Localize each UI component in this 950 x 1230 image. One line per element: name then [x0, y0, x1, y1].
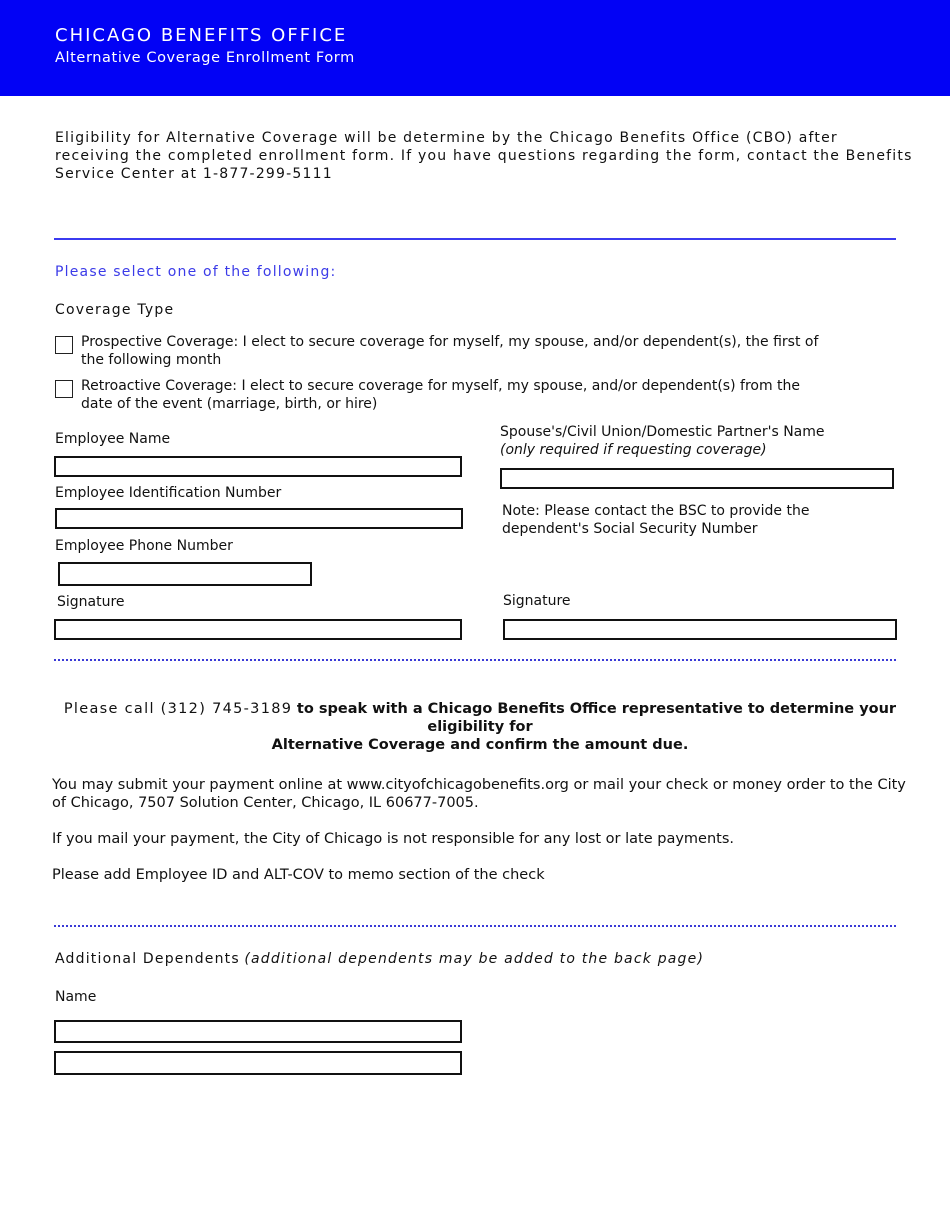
- retroactive-coverage-label: Retroactive Coverage: I elect to secure coverage for myself, my spouse, and/or dependent(s) from the date of the event (marriage, birth, or hire): [81, 378, 801, 412]
- dotted-divider-2: [54, 925, 896, 927]
- employee-name-label: Employee Name: [55, 431, 171, 447]
- retroactive-coverage-checkbox[interactable]: [55, 380, 73, 398]
- employee-phone-field[interactable]: [58, 562, 312, 586]
- section-divider: [54, 238, 896, 240]
- spouse-signature-label: Signature: [503, 593, 571, 609]
- intro-text: Eligibility for Alternative Coverage will be determine by the Chicago Benefits Office (CBO) after receiving the completed enrollment form. If you have questions regarding the form, contact the Benefits Service Center at 1-877-299-5111: [55, 130, 913, 182]
- prospective-coverage-checkbox[interactable]: [55, 336, 73, 354]
- additional-dependents-note: (additional dependents may be added to the back page): [244, 951, 705, 967]
- additional-dependents-title: Additional Dependents: [55, 951, 240, 967]
- dependent-name-field-1[interactable]: [54, 1020, 462, 1043]
- form-title: Alternative Coverage Enrollment Form: [55, 50, 355, 66]
- employee-id-field[interactable]: [55, 508, 463, 529]
- spouse-name-label: Spouse's/Civil Union/Domestic Partner's Name: [500, 424, 825, 440]
- coverage-type-label: Coverage Type: [55, 302, 175, 318]
- employee-signature-label: Signature: [57, 594, 125, 610]
- call-instructions-line2: Alternative Coverage and confirm the amount due.: [271, 737, 689, 753]
- additional-dependents-heading: [55, 951, 704, 967]
- employee-signature-field[interactable]: [54, 619, 462, 640]
- spouse-name-note: (only required if requesting coverage): [500, 442, 767, 458]
- organization-name: CHICAGO BENEFITS OFFICE: [55, 25, 348, 46]
- ssn-note: Note: Please contact the BSC to provide the dependent's Social Security Number: [502, 503, 810, 537]
- dependent-name-field-2[interactable]: [54, 1051, 462, 1075]
- spouse-signature-field[interactable]: [503, 619, 897, 640]
- employee-id-label: Employee Identification Number: [55, 485, 282, 501]
- call-instructions-line1: to speak with a Chicago Benefits Office representative to determine your eligibility for: [296, 701, 897, 735]
- call-phone-text: Please call (312) 745-3189: [63, 701, 293, 717]
- spouse-name-field[interactable]: [500, 468, 894, 489]
- payment-liability-text: If you mail your payment, the City of Chicago is not responsible for any lost or late payments.: [52, 831, 735, 847]
- dotted-divider: [54, 659, 896, 661]
- selection-title: Please select one of the following:: [55, 264, 337, 280]
- call-instructions: [50, 700, 910, 754]
- employee-name-field[interactable]: [54, 456, 462, 477]
- form-header: [0, 0, 950, 96]
- dependent-name-label: Name: [55, 989, 97, 1005]
- payment-memo-text: Please add Employee ID and ALT-COV to memo section of the check: [52, 867, 545, 883]
- prospective-coverage-label: Prospective Coverage: I elect to secure coverage for myself, my spouse, and/or dependent(s), the first of the following month: [81, 334, 819, 368]
- payment-online-text: You may submit your payment online at www.cityofchicagobenefits.org or mail your check or money order to the City of Chicago, 7507 Solution Center, Chicago, IL 60677-7005.: [52, 777, 906, 811]
- employee-phone-label: Employee Phone Number: [55, 538, 233, 554]
